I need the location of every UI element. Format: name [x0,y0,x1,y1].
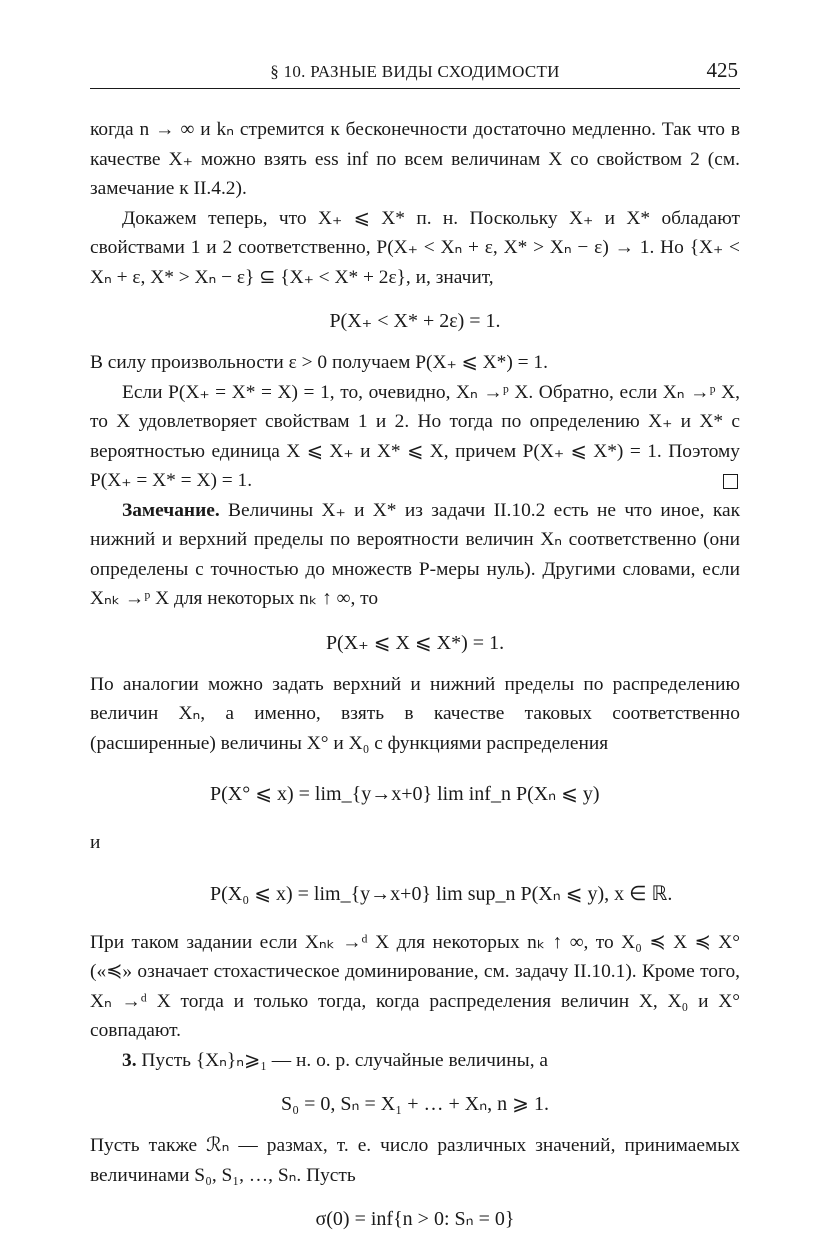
item-3-label: 3. [122,1049,137,1071]
paragraph-4 [90,378,740,496]
qed-square-icon [723,474,738,489]
equation-6: σ(0) = inf{n > 0: Sₙ = 0} [315,1208,515,1230]
paragraph-6: По аналогии можно задать верхний и нижний пределы по распределению величин Xₙ, а именно, взять в качестве таковых соответственно (расширенные) величины X° и X₀ с функциями распределения [90,673,740,754]
equation-5: S₀ = 0, Sₙ = X₁ + … + Xₙ, n ⩾ 1. [281,1093,549,1115]
text-body [90,115,740,1246]
conjunction-i: и [90,832,101,853]
paragraph-3: В силу произвольности ε > 0 получаем P(X₊ ⩽ X*) = 1. [90,352,548,373]
equation-3: P(X° ⩽ x) = lim_{y→x+0} lim inf_n P(Xₙ ⩽ y) [210,783,600,805]
running-header [90,60,740,89]
paragraph-4-text: Если P(X₊ = X* = X) = 1, то, очевидно, Xₙ →ᵖ X. Обратно, если Xₙ →ᵖ X, то X удовлетворяет свойствам 1 и 2. Но тогда по определению X₊ и X* с вероятностью единица X ⩽ X₊ и X* ⩽ X, причем P(X₊ ⩽ X*) = 1. Поэтому P(X₊ = X* = X) = 1. [90,381,740,491]
equation-4: P(X₀ ⩽ x) = lim_{y→x+0} lim sup_n P(Xₙ ⩽ y), x ∈ ℝ. [210,882,673,905]
page-number: 425 [706,58,738,82]
paragraph-9: Пусть также ℛₙ — размах, т. е. число различных значений, принимаемых величинами S₀, S₁, …, Sₙ. Пусть [90,1135,740,1186]
remark-paragraph [90,496,740,614]
item-3-paragraph [90,1046,740,1076]
equation-1: P(X₊ < X* + 2ε) = 1. [329,310,501,332]
paragraph-2: Докажем теперь, что X₊ ⩽ X* п. н. Поскольку X₊ и X* обладают свойствами 1 и 2 соответственно, P(X₊ < Xₙ + ε, X* > Xₙ − ε) → 1. Но {X₊ < Xₙ + ε, X* > Xₙ − ε} ⊆ {X₊ < X* + 2ε}, и, значит, [90,207,740,288]
paragraph-1: когда n → ∞ и kₙ стремится к бесконечности достаточно медленно. Так что в качестве X₊ можно взять ess inf по всем величинам X со свойством 2 (см. замечание к II.4.2). [90,119,740,199]
remark-label: Замечание. [122,499,220,521]
item-3-text: Пусть {Xₙ}ₙ⩾₁ — н. о. р. случайные величины, а [141,1049,549,1071]
remark-text: Величины X₊ и X* из задачи II.10.2 есть не что иное, как нижний и верхний пределы по вероятности величин Xₙ соответственно (они определены с точностью до множеств P-меры нуль). Другими словами, если Xₙₖ →ᵖ X для некоторых nₖ ↑ ∞, то [90,499,740,609]
paragraph-7: При таком задании если Xₙₖ →ᵈ X для некоторых nₖ ↑ ∞, то X₀ ≼ X ≼ X° («≼» означает стохастическое доминирование, см. задачу II.10.1). Кроме того, Xₙ →ᵈ X тогда и только тогда, когда распределения величин X, X₀ и X° совпадают. [90,931,740,1041]
section-title: § 10. РАЗНЫЕ ВИДЫ СХОДИМОСТИ [270,62,560,81]
equation-2: P(X₊ ⩽ X ⩽ X*) = 1. [325,631,505,654]
